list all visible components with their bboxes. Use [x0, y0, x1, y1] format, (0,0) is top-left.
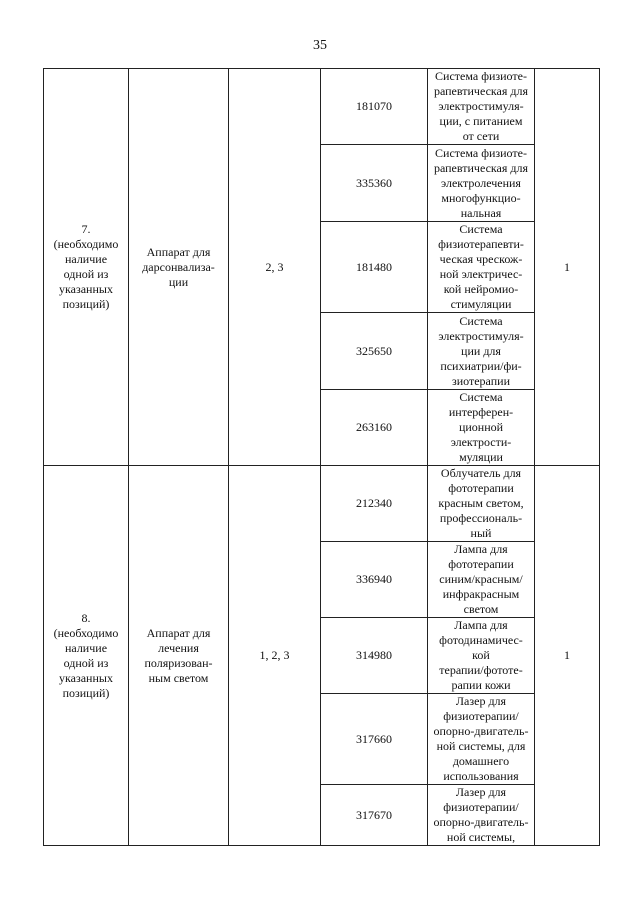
device-cell: Система физиоте- рапевтическая для электростимуля- ции, с питанием от сети — [428, 69, 535, 145]
device-cell: Система интерферен- ционной электрости- муляции — [428, 390, 535, 466]
code-cell: 317660 — [321, 694, 428, 785]
equipment-name-cell: Аппарат для лечения поляризован- ным светом — [129, 466, 229, 846]
page-number: 35 — [313, 38, 327, 53]
equipment-table — [43, 68, 600, 846]
code-cell: 263160 — [321, 390, 428, 466]
device-cell: Система физиотерапевти- ческая чрескож- ной электричес- кой нейромио- стимуляции — [428, 222, 535, 313]
code-cell: 212340 — [321, 466, 428, 542]
device-cell: Лампа для фотодинамичес- кой терапии/фототе- рапии кожи — [428, 618, 535, 694]
table-row — [44, 69, 600, 145]
device-cell: Лазер для физиотерапии/ опорно-двигатель- ной системы, — [428, 785, 535, 846]
code-cell: 335360 — [321, 145, 428, 222]
device-cell: Лазер для физиотерапии/ опорно-двигатель- ной системы, для домашнего использования — [428, 694, 535, 785]
code-cell: 181480 — [321, 222, 428, 313]
device-cell: Система электростимуля- ции для психиатрии/фи- зиотерапии — [428, 313, 535, 390]
quantity-cell: 1 — [535, 69, 600, 466]
equipment-name-cell: Аппарат для дарсонвализа- ции — [129, 69, 229, 466]
code-cell: 325650 — [321, 313, 428, 390]
sections-cell: 2, 3 — [229, 69, 321, 466]
device-cell: Система физиоте- рапевтическая для электролечения многофункцио- нальная — [428, 145, 535, 222]
code-cell: 314980 — [321, 618, 428, 694]
position-cell: 7. (необходимо наличие одной из указанных позиций) — [44, 69, 129, 466]
code-cell: 336940 — [321, 542, 428, 618]
quantity-cell: 1 — [535, 466, 600, 846]
code-cell: 181070 — [321, 69, 428, 145]
table-row — [44, 466, 600, 542]
position-cell: 8. (необходимо наличие одной из указанных позиций) — [44, 466, 129, 846]
device-cell: Облучатель для фототерапии красным светом, профессиональ- ный — [428, 466, 535, 542]
device-cell: Лампа для фототерапии синим/красным/ инфракрасным светом — [428, 542, 535, 618]
sections-cell: 1, 2, 3 — [229, 466, 321, 846]
code-cell: 317670 — [321, 785, 428, 846]
